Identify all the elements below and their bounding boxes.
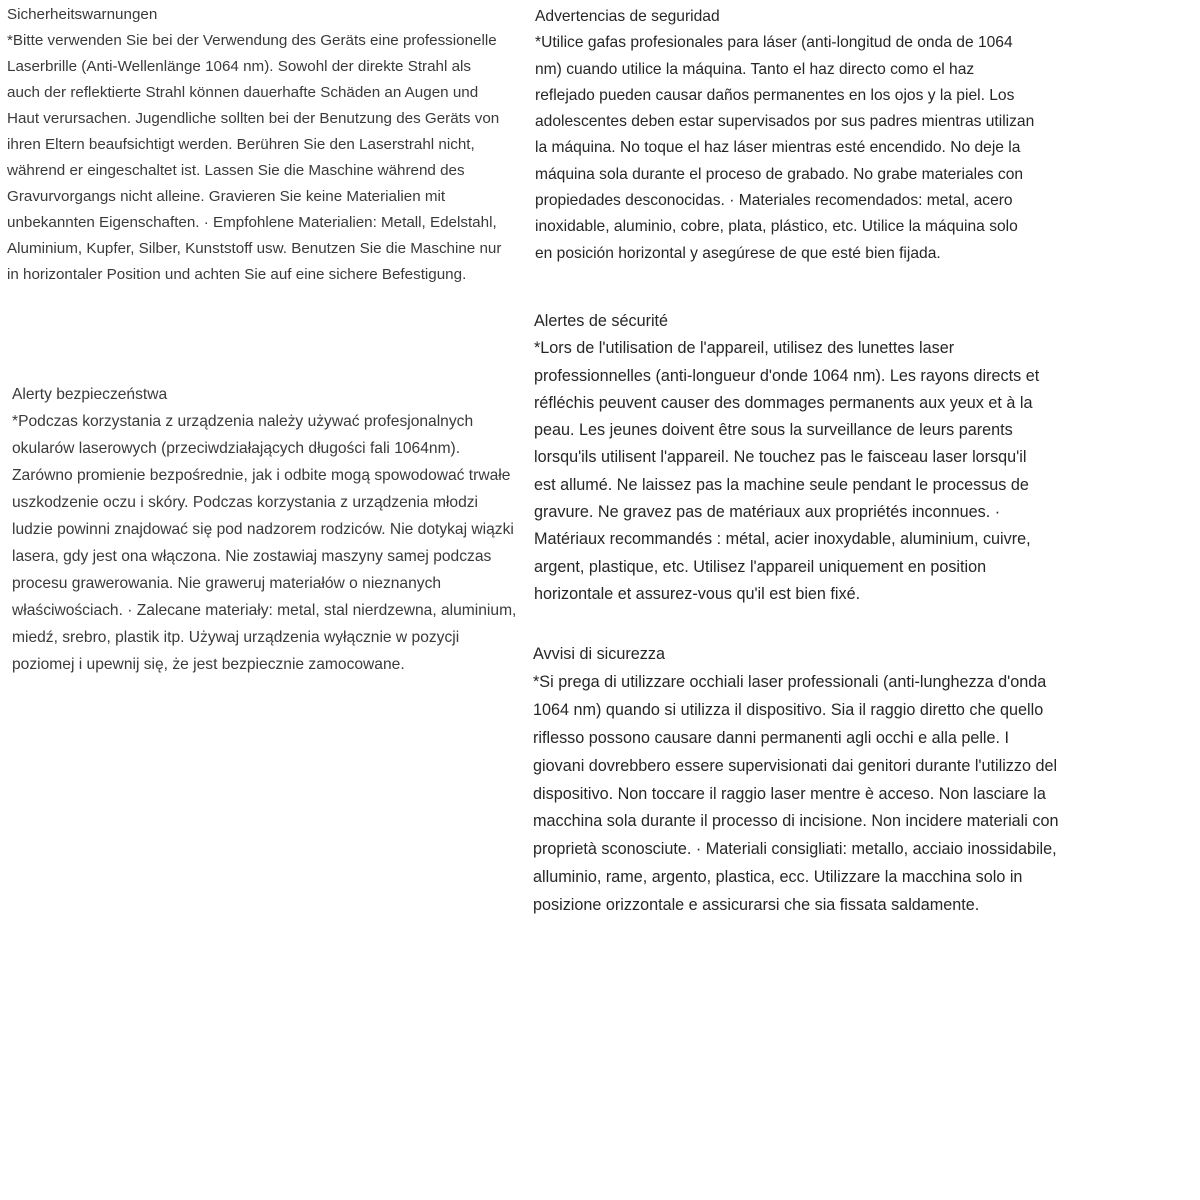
safety-warnings-german <box>7 2 502 288</box>
section-body: *Si prega di utilizzare occhiali laser professionali (anti-lunghezza d'onda 1064 nm) quando si utilizza il dispositivo. Sia il raggio diretto che quello riflesso possono causare danni permanenti agli occhi e alla pelle. I giovani dovrebbero essere supervisionati dai genitori durante l'utilizzo del dispositivo. Non toccare il raggio laser mentre è acceso. Non lasciare la macchina sola durante il processo di incisione. Non incidere materiali con proprietà sconosciute. · Materiali consigliati: metallo, acciaio inossidabile, alluminio, rame, argento, plastica, ecc. Utilizzare la macchina solo in posizione orizzontale e assicurarsi che sia fissata saldamente. <box>533 672 1059 915</box>
section-title: Alertes de sécurité <box>534 312 669 330</box>
section-body: *Lors de l'utilisation de l'appareil, utilisez des lunettes laser professionnelles (anti-longueur d'onde 1064 nm). Les rayons directs et réfléchis peuvent causer des dommages permanents aux yeux et à la peau. Les jeunes doivent être sous la surveillance de leurs parents lorsqu'ils utilisent l'appareil. Ne touchez pas le faisceau laser lorsqu'il est allumé. Ne laissez pas la machine seule pendant le processus de gravure. Ne gravez pas de matériaux aux propriétés inconnues. · Matériaux recommandés : métal, acier inoxydable, aluminium, cuivre, argent, plastique, etc. Utilisez l'appareil uniquement en position horizontale et assurez-vous qu'il est bien fixé. <box>534 339 1040 603</box>
section-body: *Utilice gafas profesionales para láser (anti-longitud de onda de 1064 nm) cuando utilice la máquina. Tanto el haz directo como el haz reflejado pueden causar daños permanentes en los ojos y la piel. Los adolescentes deben estar supervisados por sus padres mientras utilizan la máquina. No toque el haz láser mientras esté encendido. No deje la máquina sola durante el proceso de grabado. No grabe materiales con propiedades desconocidas. · Materiales recomendados: metal, acero inoxidable, aluminio, cobre, plata, plástico, etc. Utilice la máquina solo en posición horizontal y asegúrese de que esté bien fijada. <box>535 34 1035 262</box>
safety-warnings-polish <box>12 381 517 678</box>
section-body: *Podczas korzystania z urządzenia należy używać profesjonalnych okularów laserowych (przeciwdziałających długości fali 1064nm). Zarówno promienie bezpośrednie, jak i odbite mogą spowodować trwałe uszkodzenie oczu i skóry. Podczas korzystania z urządzenia młodzi ludzie powinni znajdować się pod nadzorem rodziców. Nie dotykaj wiązki lasera, gdy jest ona włączona. Nie zostawiaj maszyny samej podczas procesu grawerowania. Nie graweruj materiałów o nieznanych właściwościach. · Zalecane materiały: metal, stal nierdzewna, aluminium, miedź, srebro, plastik itp. Używaj urządzenia wyłącznie w pozycji poziomej i upewnij się, że jest bezpiecznie zamocowane. <box>12 413 517 673</box>
safety-warnings-french <box>534 308 1049 608</box>
safety-warnings-spanish <box>535 4 1035 267</box>
section-title: Avvisi di sicurezza <box>533 645 665 663</box>
section-title: Alerty bezpieczeństwa <box>12 386 168 403</box>
section-title: Advertencias de seguridad <box>535 8 720 25</box>
section-body: *Bitte verwenden Sie bei der Verwendung des Geräts eine professionelle Laserbrille (Anti-Wellenlänge 1064 nm). Sowohl der direkte Strahl als auch der reflektierte Strahl können dauerhafte Schäden an Augen und Haut verursachen. Jugendliche sollten bei der Benutzung des Geräts von ihren Eltern beaufsichtigt werden. Berühren Sie den Laserstrahl nicht, während er eingeschaltet ist. Lassen Sie die Maschine während des Gravurvorgangs nicht alleine. Gravieren Sie keine Materialien mit unbekannten Eigenschaften. · Empfohlene Materialien: Metall, Edelstahl, Aluminium, Kupfer, Silber, Kunststoff usw. Benutzen Sie die Maschine nur in horizontaler Position und achten Sie auf eine sichere Befestigung. <box>7 32 502 283</box>
section-title: Sicherheitswarnungen <box>7 6 158 23</box>
safety-warnings-italian <box>533 641 1063 920</box>
